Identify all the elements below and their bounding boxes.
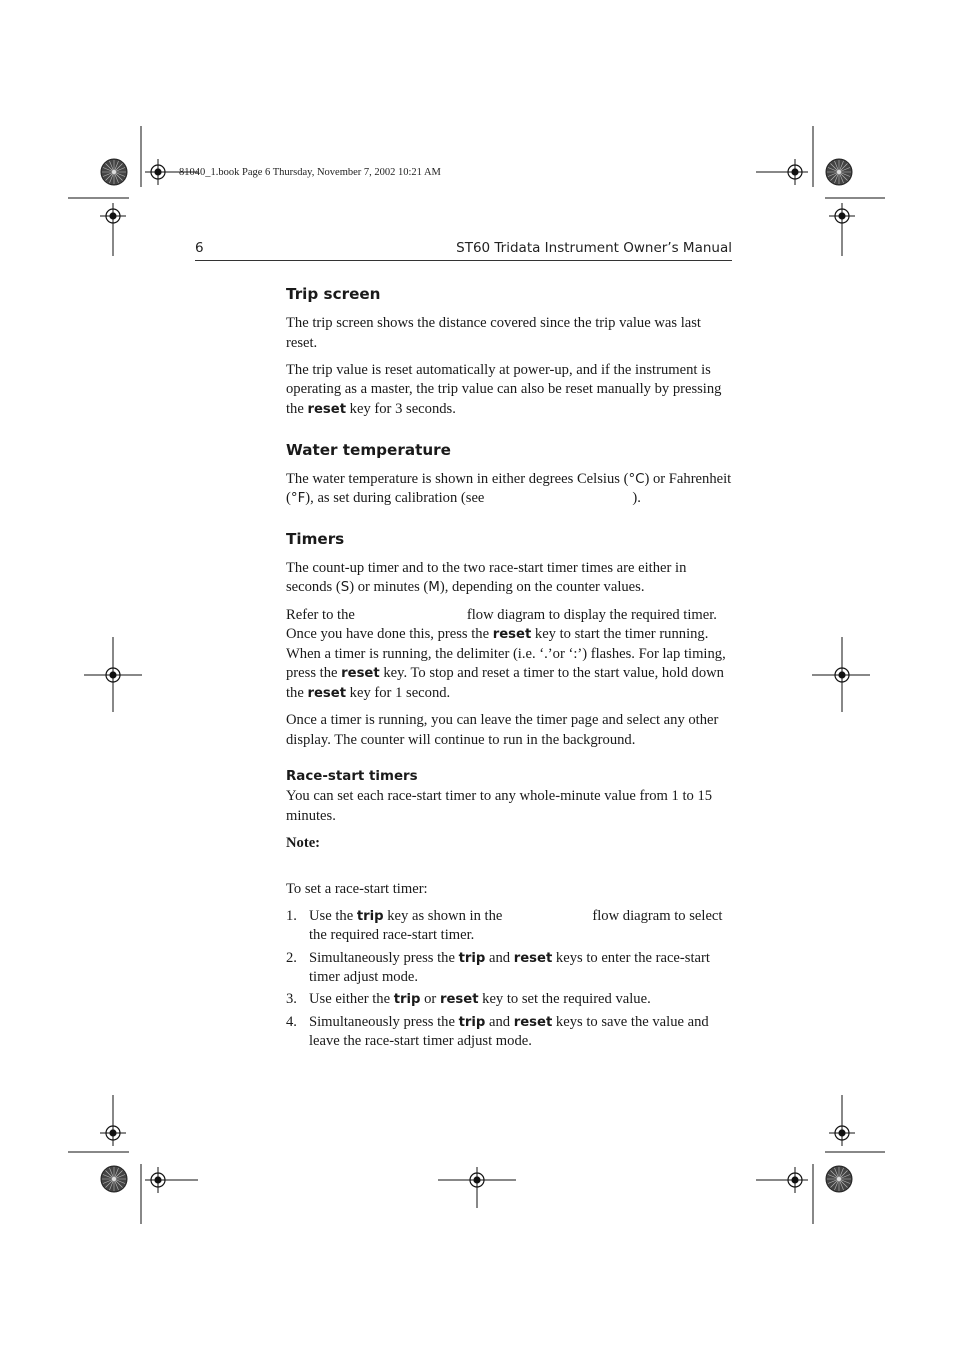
- section-race-start-timers: [286, 767, 732, 1052]
- text-run: key as shown in the: [383, 907, 503, 924]
- text-run: or: [420, 991, 440, 1008]
- unit-seconds: S: [340, 580, 350, 596]
- section-trip-screen: [286, 283, 732, 420]
- text-run: key to set the required value.: [478, 991, 651, 1008]
- text-run: flow diagram to display the required timer. Once you have done this, press the: [286, 606, 717, 643]
- text-run: The count-up timer and to the two race-start timer times are either in seconds (: [286, 559, 687, 596]
- text-run: flow diagram to select the required race-start timer.: [309, 907, 723, 944]
- note: [286, 834, 732, 854]
- paragraph: [286, 606, 732, 704]
- step-number: 2.: [286, 949, 297, 966]
- list-item: [286, 990, 732, 1010]
- heading-race-start-timers: Race-start timers: [286, 769, 418, 785]
- text-run: The water temperature is shown in either degrees Celsius (: [286, 470, 629, 487]
- text-run: The trip value is reset automatically at power-up, and if the instrument is operating as a master, the trip value can also be reset manually by pressing the: [286, 361, 722, 417]
- paragraph: To set a race-start timer:: [286, 880, 428, 897]
- reset-key-label: reset: [513, 950, 553, 966]
- paragraph: Once a timer is running, you can leave the timer page and select any other display. The counter will continue to run in the background.: [286, 712, 719, 748]
- reset-key-label: reset: [341, 666, 380, 682]
- step-number: 1.: [286, 907, 297, 924]
- trip-key-label: trip: [458, 950, 486, 966]
- text-run: keys to enter the race-start timer adjust mode.: [309, 949, 710, 986]
- trip-key-label: trip: [458, 1014, 486, 1030]
- unit-minutes: M: [428, 580, 440, 596]
- heading-water-temperature: Water temperature: [286, 440, 451, 459]
- paragraph: [286, 470, 732, 509]
- text-run: ).: [632, 490, 641, 507]
- text-run: key for 3 seconds.: [346, 400, 456, 417]
- section-timers: [286, 528, 732, 751]
- reset-key-label: reset: [307, 685, 347, 701]
- text-run: Refer to the: [286, 606, 355, 623]
- paragraph: You can set each race-start timer to any whole-minute value from 1 to 15 minutes.: [286, 788, 713, 824]
- unit-fahrenheit: °F: [290, 491, 306, 507]
- text-run: and: [485, 1013, 514, 1030]
- unit-celsius: °C: [628, 471, 645, 487]
- text-run: ) or Fahrenheit (: [286, 470, 732, 507]
- trip-key-label: trip: [356, 908, 384, 924]
- text-run: keys to save the value and leave the race-start timer adjust mode.: [309, 1013, 709, 1050]
- text-run: key for 1 second.: [346, 684, 451, 701]
- list-item: [286, 949, 732, 988]
- heading-trip-screen: Trip screen: [286, 285, 381, 303]
- reset-key-label: reset: [307, 401, 347, 417]
- paragraph: [286, 361, 732, 420]
- text-run: Use the: [309, 907, 357, 924]
- text-run: key. To stop and reset a timer to the start value, hold down the: [286, 665, 724, 701]
- reset-key-label: reset: [513, 1014, 553, 1030]
- reset-key-label: reset: [492, 627, 532, 643]
- manual-title: ST60 Tridata Instrument Owner’s Manual: [456, 240, 732, 256]
- text-run: Use either the: [309, 991, 394, 1008]
- text-run: Simultaneously press the: [309, 1013, 459, 1030]
- running-header: [195, 238, 732, 261]
- paragraph: [286, 559, 732, 598]
- paragraph: The trip screen shows the distance covered since the trip value was last reset.: [286, 315, 701, 351]
- page-content: [286, 283, 732, 1054]
- steps-list: [286, 907, 732, 1052]
- list-item: [286, 1013, 732, 1052]
- text-run: ) or minutes (: [349, 579, 429, 596]
- section-water-temperature: [286, 439, 732, 509]
- heading-timers: Timers: [286, 529, 345, 548]
- reset-key-label: reset: [439, 992, 479, 1008]
- text-run: ), as set during calibration (see: [305, 490, 485, 507]
- page-number: 6: [195, 240, 204, 256]
- text-run: key to start the timer running. When a timer is running, the delimiter (i.e. ‘.’or ‘:’) flashes. For lap timing, press the: [286, 626, 726, 682]
- step-number: 4.: [286, 1013, 297, 1030]
- text-run: Simultaneously press the: [309, 949, 459, 966]
- step-number: 3.: [286, 991, 297, 1008]
- print-slug: 81040_1.book Page 6 Thursday, November 7, 2002 10:21 AM: [179, 167, 441, 178]
- trip-key-label: trip: [393, 992, 421, 1008]
- note-label: Note:: [286, 835, 321, 852]
- text-run: and: [485, 949, 514, 966]
- list-item: [286, 907, 732, 946]
- text-run: ), depending on the counter values.: [439, 579, 645, 596]
